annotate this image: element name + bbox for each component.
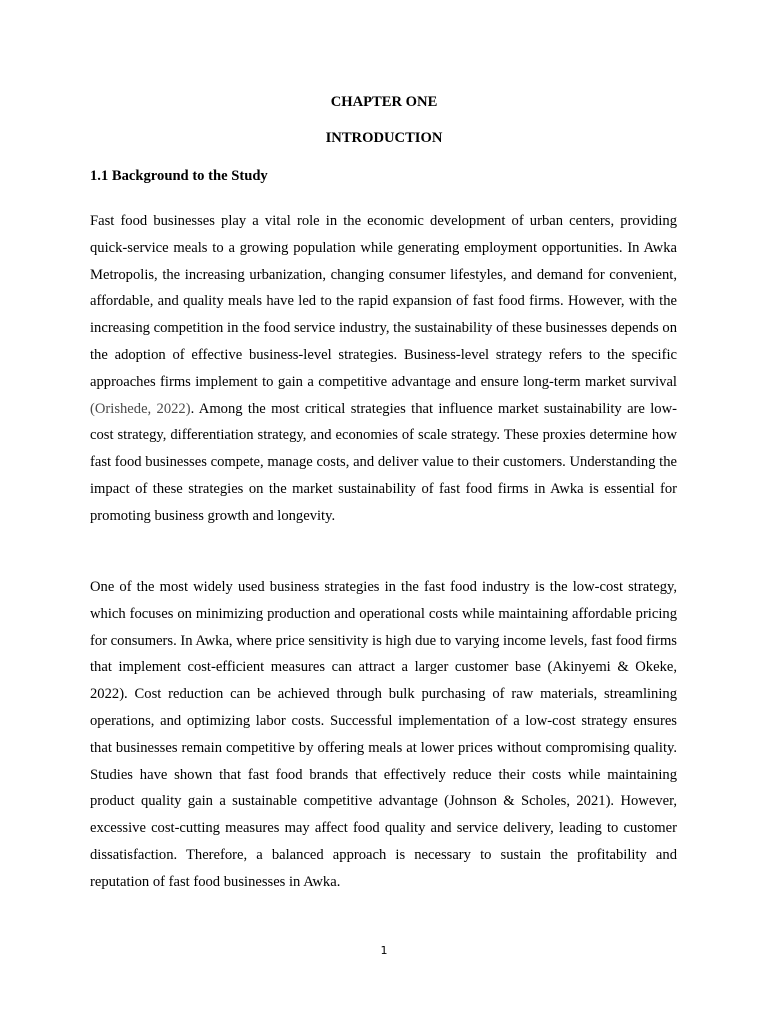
paragraph-1-text-a: Fast food businesses play a vital role in the economic development of urban centers, providing quick-service meals to a growing population while generating employment opportunities. In Awka Metropolis, the increasing urbanization, changing consumer lifestyles, and demand for convenient, affordable, and quality meals have led to the rapid expansion of fast food firms. However, with the increasing competition in the food service industry, the sustainability of these businesses depends on the adoption of effective business-level strategies. Business-level strategy refers to the specific approaches firms implement to gain a competitive advantage and ensure long-term market survival — [90, 213, 677, 390]
body-paragraph-1 — [90, 208, 677, 530]
citation-orishede: (Orishede, 2022) — [90, 400, 191, 417]
chapter-title: CHAPTER ONE — [330, 94, 438, 110]
section-heading: 1.1 Background to the Study — [90, 168, 268, 184]
chapter-subtitle: INTRODUCTION — [325, 130, 443, 146]
body-paragraph-2: One of the most widely used business strategies in the fast food industry is the low-cost strategy, which focuses on minimizing production and operational costs while maintaining affordable pricing for consumers. In Awka, where price sensitivity is high due to varying income levels, fast food firms that implement cost-efficient measures can attract a larger customer base (Akinyemi & Okeke, 2022). Cost reduction can be achieved through bulk purchasing of raw materials, streamlining operations, and optimizing labor costs. Successful implementation of a low-cost strategy ensures that businesses remain competitive by offering meals at lower prices without compromising quality. Studies have shown that fast food brands that effectively reduce their costs while maintaining product quality gain a sustainable competitive advantage (Johnson & Scholes, 2021). However, excessive cost-cutting measures may affect food quality and service delivery, leading to customer dissatisfaction. Therefore, a balanced approach is necessary to sustain the profitability and reputation of fast food businesses in Awka. — [90, 579, 677, 890]
paragraph-1-text-b: . Among the most critical strategies that influence market sustainability are low-cost strategy, differentiation strategy, and economies of scale strategy. These proxies determine how fast food businesses compete, manage costs, and deliver value to their customers. Understanding the impact of these strategies on the market sustainability of fast food firms in Awka is essential for promoting business growth and longevity. — [90, 400, 677, 524]
page-number: 1 — [380, 944, 388, 957]
